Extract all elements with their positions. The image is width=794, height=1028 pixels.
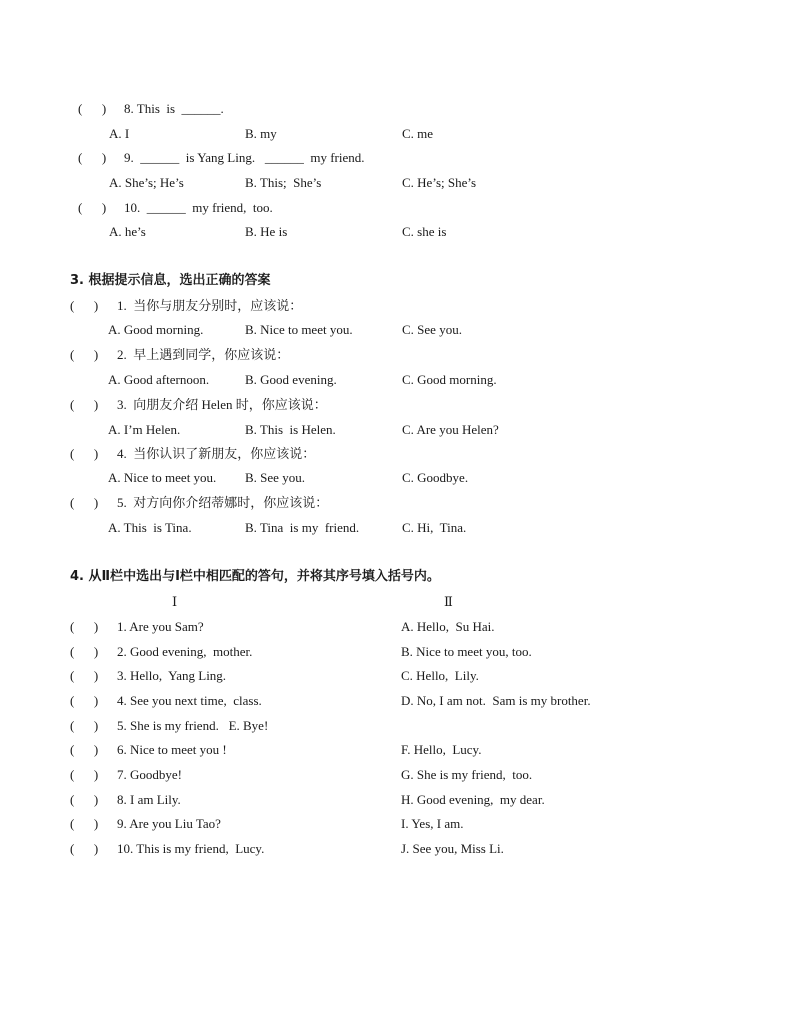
match-right: F. Hello, Lucy. <box>401 742 482 757</box>
answer-bracket[interactable]: ( ) <box>78 150 107 165</box>
answer-bracket[interactable]: ( ) <box>70 792 99 807</box>
match-left: 1. Are you Sam? <box>117 619 204 634</box>
option-c: C. He’s; She’s <box>402 175 477 190</box>
answer-bracket[interactable]: ( ) <box>70 619 99 634</box>
match-left: 8. I am Lily. <box>117 792 181 807</box>
match-left: 7. Goodbye! <box>117 767 182 782</box>
option-c: C. me <box>402 126 434 141</box>
answer-bracket[interactable]: ( ) <box>70 841 99 856</box>
option-a: A. Nice to meet you. <box>108 470 217 485</box>
option-a: A. I’m Helen. <box>108 422 181 437</box>
answer-bracket[interactable]: ( ) <box>70 718 99 733</box>
option-c: C. See you. <box>402 322 462 337</box>
option-b: B. See you. <box>245 470 305 485</box>
option-b: B. Tina is my friend. <box>245 520 360 535</box>
answer-bracket[interactable]: ( ) <box>70 495 99 510</box>
question-text: 2. 早上遇到同学，你应该说： <box>117 347 290 362</box>
match-left: 3. Hello, Yang Ling. <box>117 668 227 683</box>
answer-bracket[interactable]: ( ) <box>70 742 99 757</box>
option-b: B. This; She’s <box>245 175 322 190</box>
answer-bracket[interactable]: ( ) <box>78 200 107 215</box>
match-left: 6. Nice to meet you ! <box>117 742 227 757</box>
match-right: H. Good evening, my dear. <box>401 792 545 807</box>
question-10: 10. ______ my friend, too. <box>124 200 273 215</box>
option-b: B. my <box>245 126 277 141</box>
match-left: 10. This is my friend, Lucy. <box>117 841 265 856</box>
option-c: C. she is <box>402 224 447 239</box>
answer-bracket[interactable]: ( ) <box>78 101 107 116</box>
match-left: 9. Are you Liu Tao? <box>117 816 221 831</box>
answer-bracket[interactable]: ( ) <box>70 446 99 461</box>
question-9: 9. ______ is Yang Ling. ______ my friend. <box>124 150 365 165</box>
match-left: 4. See you next time, class. <box>117 693 262 708</box>
match-right: A. Hello, Su Hai. <box>401 619 495 634</box>
match-left: 5. She is my friend. E. Bye! <box>117 718 269 733</box>
answer-bracket[interactable]: ( ) <box>70 816 99 831</box>
section-4-title: 4. 从Ⅱ栏中选出与Ⅰ栏中相匹配的答句，并将其序号填入括号内。 <box>70 569 440 584</box>
option-a: A. This is Tina. <box>108 520 192 535</box>
option-a: A. I <box>109 126 130 141</box>
match-right: B. Nice to meet you, too. <box>401 644 532 659</box>
match-right: I. Yes, I am. <box>401 816 464 831</box>
question-text: 1. 当你与朋友分别时，应该说： <box>117 298 303 313</box>
match-right: C. Hello, Lily. <box>401 668 479 683</box>
question-text: 4. 当你认识了新朋友，你应该说： <box>117 446 316 461</box>
option-a: A. he’s <box>109 224 146 239</box>
match-right: J. See you, Miss Li. <box>401 841 504 856</box>
match-left: 2. Good evening, mother. <box>117 644 253 659</box>
match-right: G. She is my friend, too. <box>401 767 533 782</box>
option-c: C. Good morning. <box>402 372 497 387</box>
option-b: B. This is Helen. <box>245 422 336 437</box>
option-c: C. Goodbye. <box>402 470 469 485</box>
answer-bracket[interactable]: ( ) <box>70 693 99 708</box>
option-c: C. Hi, Tina. <box>402 520 467 535</box>
answer-bracket[interactable]: ( ) <box>70 347 99 362</box>
answer-bracket[interactable]: ( ) <box>70 767 99 782</box>
option-a: A. Good afternoon. <box>108 372 210 387</box>
option-a: A. She’s; He’s <box>109 175 184 190</box>
option-a: A. Good morning. <box>108 322 204 337</box>
column-2-header: Ⅱ <box>444 594 453 609</box>
answer-bracket[interactable]: ( ) <box>70 644 99 659</box>
question-text: 5. 对方向你介绍蒂娜时，你应该说： <box>117 495 329 510</box>
answer-bracket[interactable]: ( ) <box>70 298 99 313</box>
answer-bracket[interactable]: ( ) <box>70 668 99 683</box>
option-c: C. Are you Helen? <box>402 422 499 437</box>
option-b: B. Good evening. <box>245 372 337 387</box>
option-b: B. He is <box>245 224 288 239</box>
answer-bracket[interactable]: ( ) <box>70 397 99 412</box>
column-1-header: Ⅰ <box>172 594 178 609</box>
match-right: D. No, I am not. Sam is my brother. <box>401 693 591 708</box>
section-3-title: 3. 根据提示信息，选出正确的答案 <box>70 273 271 288</box>
question-8: 8. This is ______. <box>124 101 224 116</box>
question-text: 3. 向朋友介绍 Helen 时，你应该说： <box>117 397 327 412</box>
option-b: B. Nice to meet you. <box>245 322 353 337</box>
